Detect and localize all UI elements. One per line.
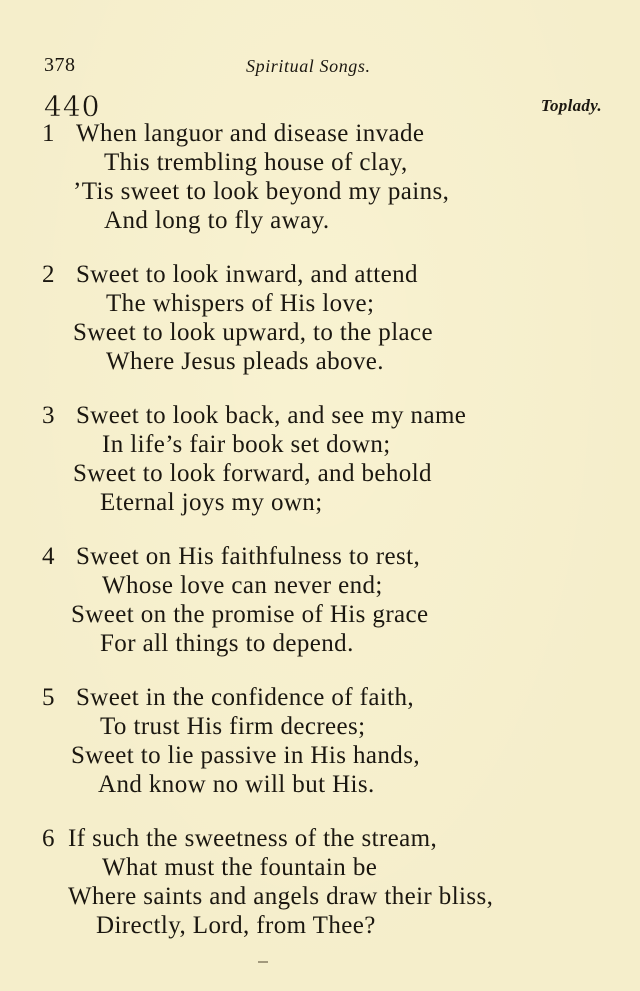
verse-line: Sweet in the confidence of faith, — [76, 684, 415, 711]
verse-line: For all things to depend. — [100, 630, 354, 657]
verse-number: 2 — [42, 261, 55, 288]
verse-number: 1 — [42, 120, 55, 147]
running-head — [44, 54, 604, 80]
book-title: Spiritual Songs. — [246, 56, 371, 76]
verse-line: Sweet on His faithfulness to rest, — [76, 543, 421, 570]
verse-line: And know no will but His. — [98, 771, 375, 798]
verse-line: Sweet to look upward, to the place — [73, 319, 434, 346]
verse-line: Sweet to look forward, and behold — [73, 460, 432, 487]
verse-line: In life’s fair book set down; — [102, 431, 391, 458]
verse-line: To trust His firm decrees; — [100, 713, 366, 740]
verse-line: Sweet to look back, and see my name — [76, 402, 467, 429]
verse-line: Where Jesus pleads above. — [106, 348, 384, 375]
verse-line: What must the fountain be — [102, 854, 378, 881]
hymn-number: 440 — [44, 90, 101, 123]
verse-line: Sweet to lie passive in His hands, — [71, 742, 420, 769]
footer-mark — [258, 961, 268, 963]
hymn-author: Toplady. — [540, 96, 602, 115]
verse-line: Sweet to look inward, and attend — [76, 261, 418, 288]
verse-number: 6 — [42, 825, 55, 852]
verse-line: And long to fly away. — [104, 207, 330, 234]
verse-number: 5 — [42, 684, 55, 711]
verse-number: 4 — [42, 543, 55, 570]
verse-line: Whose love can never end; — [102, 572, 383, 599]
verse-line: When languor and disease invade — [76, 120, 425, 147]
page-number: 378 — [44, 54, 76, 76]
verse-number: 3 — [42, 402, 55, 429]
verse-line: This trembling house of clay, — [104, 149, 408, 176]
verse-line: ’Tis sweet to look beyond my pains, — [73, 178, 450, 205]
verse-line: Eternal joys my own; — [100, 489, 323, 516]
verse-line: If such the sweetness of the stream, — [68, 825, 438, 852]
verse-line: Where saints and angels draw their bliss, — [68, 883, 494, 910]
verse-line: The whispers of His love; — [106, 290, 375, 317]
verse-line: Sweet on the promise of His grace — [71, 601, 429, 628]
hymn-header — [44, 92, 604, 122]
verse-line: Directly, Lord, from Thee? — [96, 912, 376, 939]
